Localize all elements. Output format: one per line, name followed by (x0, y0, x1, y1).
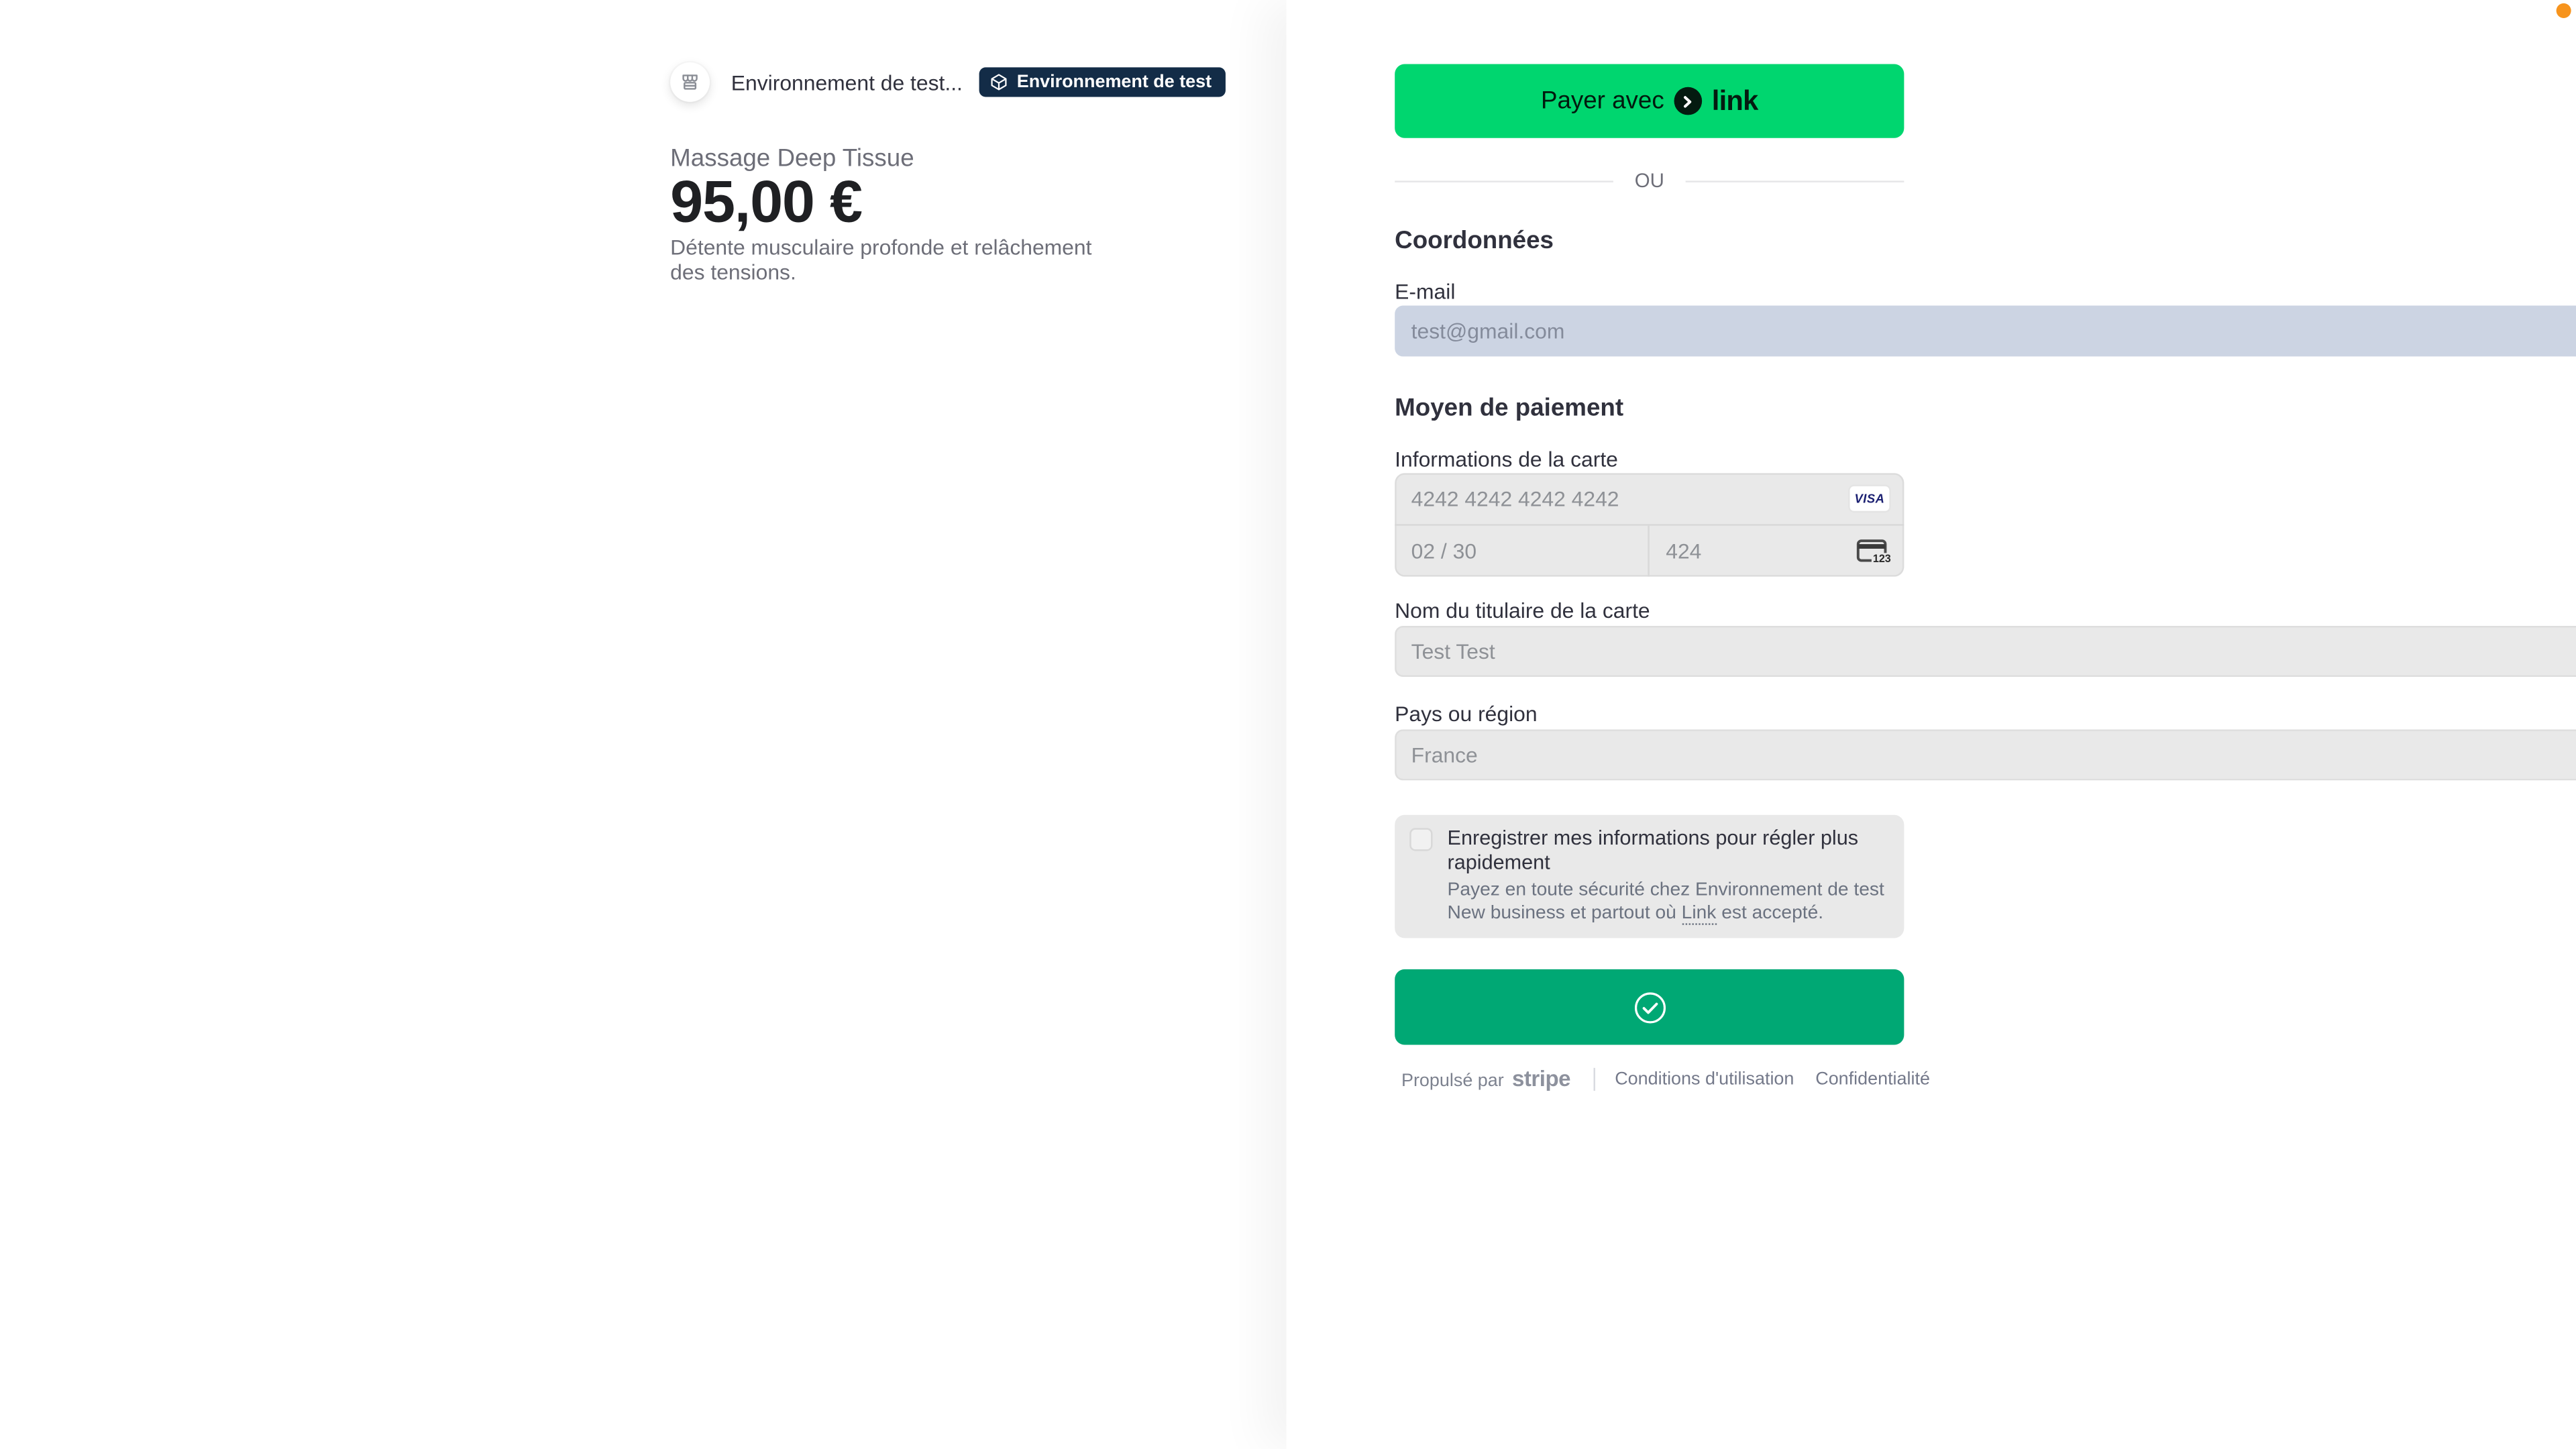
submit-payment-button[interactable] (1395, 969, 1904, 1045)
or-divider (1395, 169, 1904, 192)
cvc-cell (1650, 526, 1904, 577)
test-mode-badge (979, 67, 1224, 97)
summary-panel (0, 0, 1287, 1449)
divider-line (1686, 180, 1904, 181)
terms-link[interactable]: Conditions d'utilisation (1615, 1069, 1794, 1089)
card-info-label: Informations de la carte (1395, 447, 1618, 472)
country-label: Pays ou région (1395, 701, 1538, 727)
card-number-input[interactable] (1395, 473, 1849, 524)
cardholder-name-label: Nom du titulaire de la carte (1395, 598, 1650, 623)
payment-panel (1287, 0, 2576, 1449)
sandbox-cube-icon (989, 72, 1008, 92)
save-info-label: Enregistrer mes informations pour régler plus rapidement (1447, 826, 1859, 873)
visa-brand-icon: VISA (1850, 486, 1890, 511)
stripe-logo: stripe (1511, 1066, 1571, 1091)
country-value: France (1411, 742, 1478, 767)
contact-heading: Coordonnées (1395, 226, 1554, 255)
save-info-panel (1395, 815, 1904, 938)
cvc-123-text: 123 (1872, 553, 1891, 566)
card-expiry-input[interactable] (1395, 526, 1648, 577)
product-name: Massage Deep Tissue (670, 144, 914, 173)
expiry-cell (1395, 526, 1650, 577)
save-info-description (1448, 881, 1894, 925)
checkout-footer (1401, 1066, 1930, 1091)
product-price: 95,00 € (670, 167, 862, 235)
country-select[interactable] (1395, 729, 2576, 780)
powered-by (1401, 1066, 1570, 1091)
card-fields-group (1395, 473, 1904, 576)
test-badge-label: Environnement de test (1016, 72, 1212, 93)
cvc-card-icon (1856, 539, 1892, 573)
recording-indicator-dot (2557, 3, 2571, 18)
merchant-name: Environnement de test... (731, 70, 963, 95)
success-check-icon (1632, 990, 1666, 1024)
divider-line (1395, 180, 1613, 181)
save-info-desc-after: est accepté. (1716, 902, 1824, 923)
card-number-row (1395, 473, 1904, 525)
link-logo-icon (1674, 87, 1702, 115)
powered-by-label: Propulsé par (1401, 1071, 1504, 1091)
cardholder-name-input[interactable] (1395, 626, 2576, 677)
pay-with-label: Payer avec (1540, 87, 1664, 115)
email-label: E-mail (1395, 279, 1456, 305)
footer-divider (1593, 1067, 1595, 1090)
privacy-link[interactable]: Confidentialité (1815, 1069, 1930, 1089)
link-wordmark: link (1711, 85, 1758, 116)
link-terms-link[interactable]: Link (1682, 903, 1717, 924)
merchant-header (670, 62, 1225, 102)
merchant-avatar (670, 62, 710, 102)
save-info-desc-before: Payez en toute sécurité chez Environnement de test New business et partout où (1447, 880, 1884, 923)
card-expiry-cvc-row (1395, 526, 1904, 577)
storefront-icon (678, 70, 701, 93)
product-description: Détente musculaire profonde et relâchement des tensions. (670, 235, 1092, 284)
payment-heading: Moyen de paiement (1395, 394, 1624, 423)
pay-with-link-button[interactable] (1395, 64, 1904, 138)
email-input[interactable] (1395, 306, 2576, 357)
or-label: OU (1634, 169, 1664, 193)
save-info-checkbox[interactable] (1409, 828, 1432, 851)
